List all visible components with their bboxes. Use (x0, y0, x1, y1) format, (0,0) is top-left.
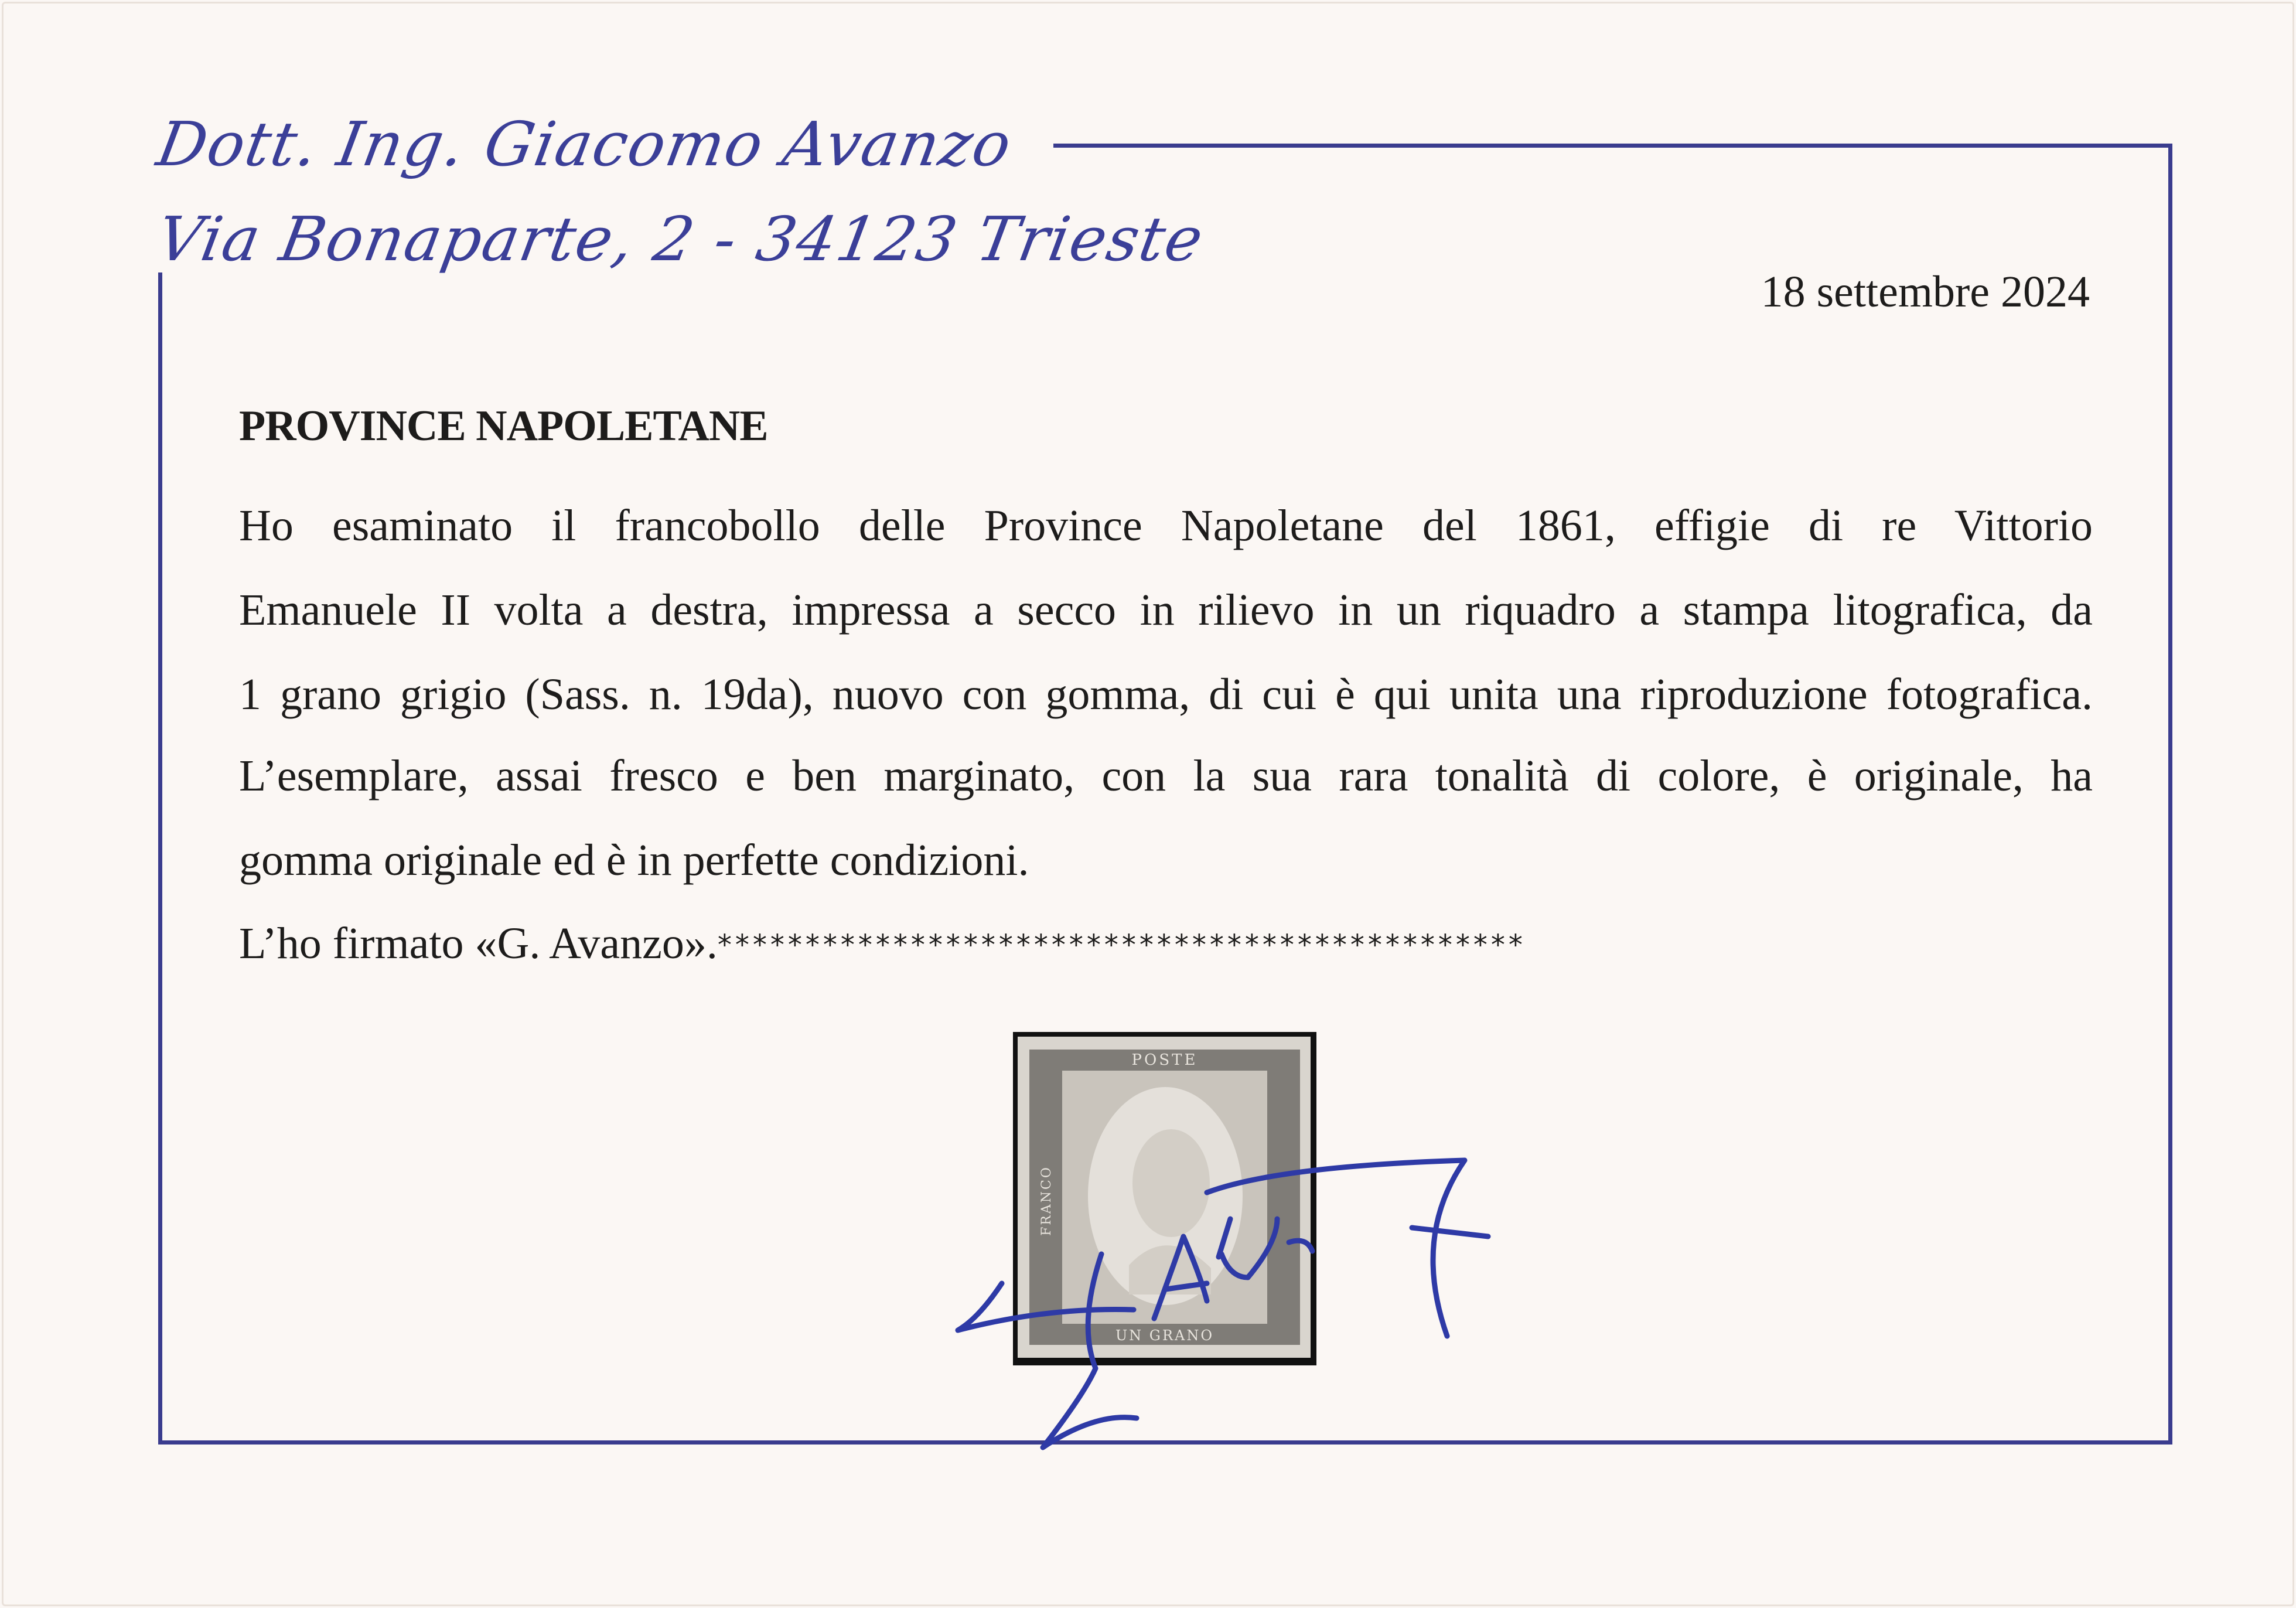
frame-right-line (2168, 144, 2172, 1445)
signed-text: L’ho firmato «G. Avanzo». (239, 919, 718, 968)
paragraph-examination (239, 483, 2093, 737)
paragraph-line: Ho esaminato il francobollo delle Province Napoletane del 1861, effigie di re Vittorio (239, 501, 2093, 550)
signature-stroke-tick (1219, 1219, 1230, 1257)
letterhead-address: Via Bonaparte, 2 - 34123 Trieste (152, 203, 1210, 275)
paragraph-condition (239, 734, 2093, 902)
frame-left-line (158, 272, 162, 1445)
stamp-side-label: FRANCO (1039, 1166, 1054, 1236)
certificate-heading: PROVINCE NAPOLETANE (239, 402, 768, 450)
frame-top-line (1053, 144, 2172, 148)
signature-stroke-g (958, 1283, 1134, 1330)
stamp-top-label: POSTE (1131, 1051, 1198, 1069)
handwritten-signature (902, 1043, 1535, 1453)
paragraph-line: L’esemplare, assai fresco e ben marginato, con la sua rara tonalità di colore, è originale, ha (239, 751, 2093, 800)
letterhead (152, 97, 1210, 287)
signature-stroke-a (1154, 1236, 1207, 1319)
paragraph-line: gomma originale ed è in perfette condizioni. (239, 836, 1029, 885)
certificate-date: 18 settembre 2024 (1761, 267, 2090, 316)
letterhead-name: Dott. Ing. Giacomo Avanzo (152, 108, 1018, 180)
signature-stroke-loop (1043, 1254, 1137, 1447)
paragraph-signed (239, 901, 1526, 987)
paragraph-line: Emanuele II volta a destra, impressa a secco in rilievo in un riquadro a stampa litografica, da (239, 585, 2093, 635)
signature-stroke-z (1207, 1160, 1488, 1336)
signed-stars: ********************************************** (717, 929, 1526, 962)
stamp-bottom-label: UN GRANO (1115, 1327, 1214, 1344)
paragraph-line: 1 grano grigio (Sass. n. 19da), nuovo con gomma, di cui è qui unita una riproduzione fotografica. (239, 670, 2093, 719)
signature-stroke-a2 (1289, 1241, 1312, 1251)
